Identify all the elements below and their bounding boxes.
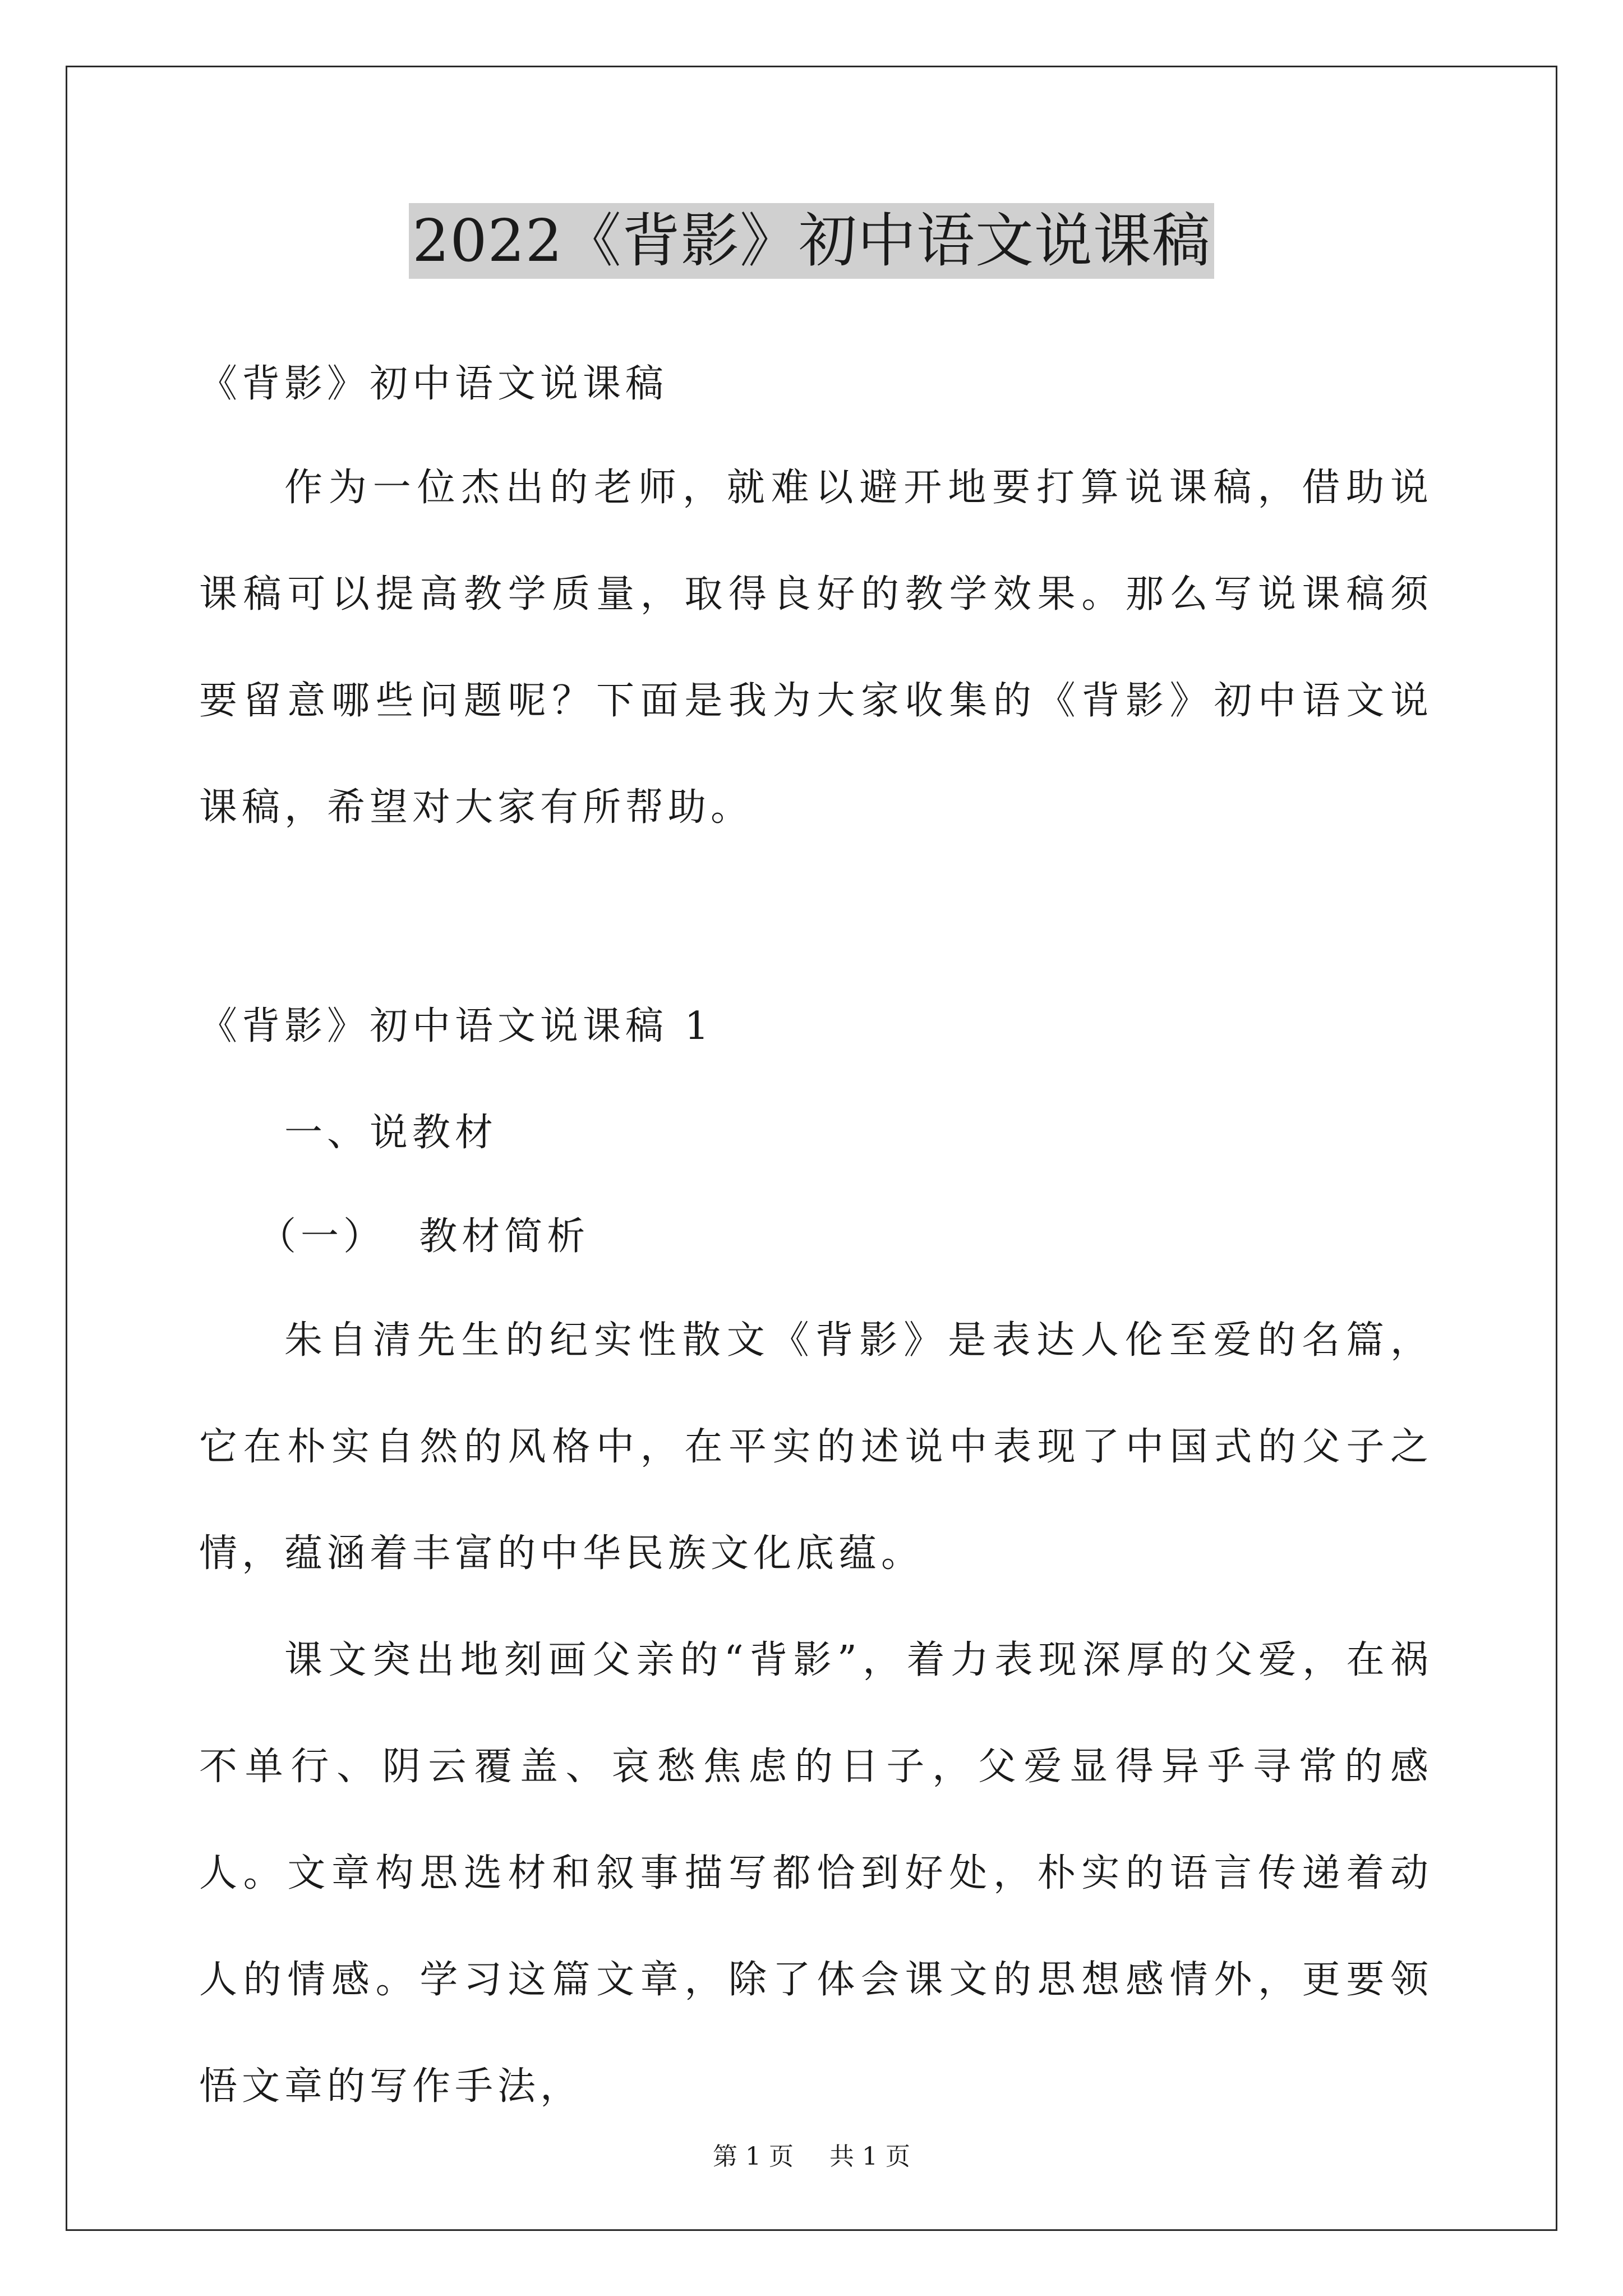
document-title: 2022《背影》初中语文说课稿 xyxy=(409,203,1214,279)
heading-teaching-material: 一、说教材 xyxy=(284,1111,498,1155)
page-footer xyxy=(0,2136,1623,2172)
paragraph-2: 课文突出地刻画父亲的“背影”，着力表现深厚的父爱，在祸不单行、阴云覆盖、哀愁焦虑的日子，父爱显得异乎寻常的感人。文章构思选材和叙事描写都恰到好处，朴实的语言传递着动人的情感。学习这篇文章，除了体会课文的思想感情外，更要领悟文章的写作手法， xyxy=(199,1638,1433,2109)
heading-material-analysis: （一） 教材简析 xyxy=(258,1214,590,1259)
page-total: 共 1 页 xyxy=(829,2142,910,2171)
document-subtitle: 《背影》初中语文说课稿 xyxy=(199,362,668,406)
page-number: 第 1 页 xyxy=(713,2142,794,2171)
section-title: 《背影》初中语文说课稿 1 xyxy=(199,1004,713,1048)
intro-paragraph: 作为一位杰出的老师，就难以避开地要打算说课稿，借助说课稿可以提高教学质量，取得良好的教学效果。那么写说课稿须要留意哪些问题呢？下面是我为大家收集的《背影》初中语文说课稿，希望对大家有所帮助。 xyxy=(199,466,1433,830)
paragraph-1: 朱自清先生的纪实性散文《背影》是表达人伦至爱的名篇，它在朴实自然的风格中，在平实的述说中表现了中国式的父子之情，蕴涵着丰富的中华民族文化底蕴。 xyxy=(199,1318,1433,1576)
title-container xyxy=(0,203,1623,279)
